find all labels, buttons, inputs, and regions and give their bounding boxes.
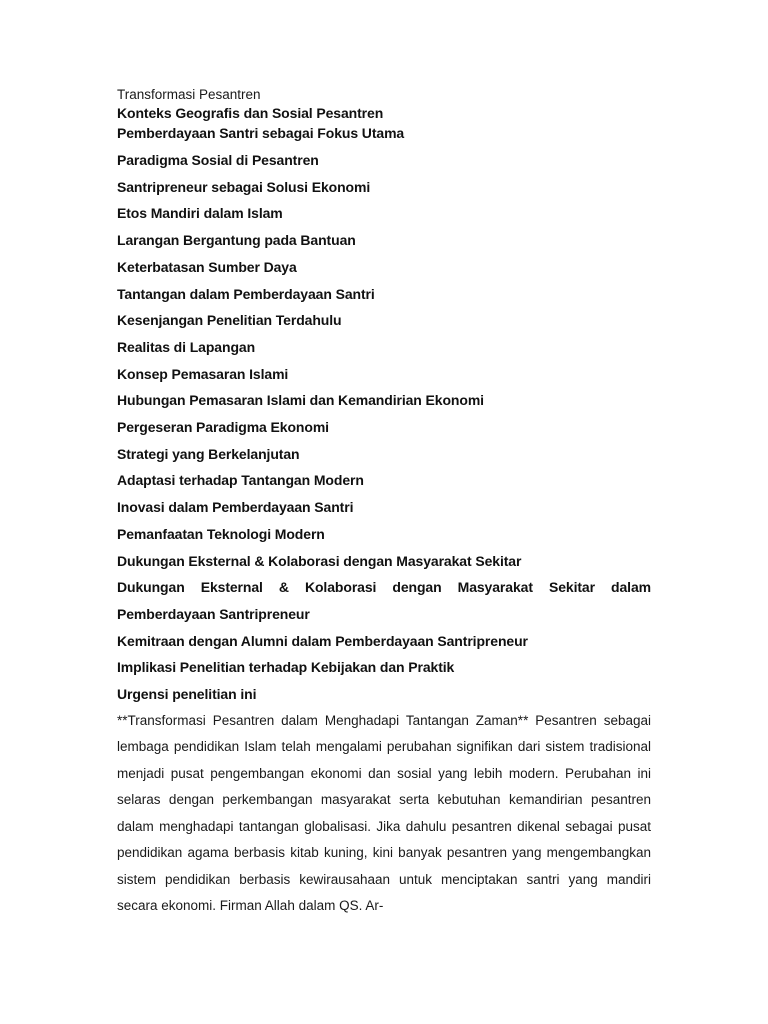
- body-paragraph-container: [117, 708, 651, 920]
- heading-item: Keterbatasan Sumber Daya: [117, 258, 297, 275]
- heading-long-line-2: Pemberdayaan Santripreneur: [117, 605, 310, 622]
- heading-item: Tantangan dalam Pemberdayaan Santri: [117, 285, 375, 302]
- heading-item: Santripreneur sebagai Solusi Ekonomi: [117, 178, 371, 195]
- document-title: Transformasi Pesantren: [117, 87, 261, 102]
- document-page: [117, 86, 651, 920]
- heading-item: Pemanfaatan Teknologi Modern: [117, 525, 325, 542]
- heading-item: Paradigma Sosial di Pesantren: [117, 152, 319, 168]
- body-paragraph: **Transformasi Pesantren dalam Menghadapi Tantangan Zaman** Pesantren sebagai lembaga pendidikan Islam telah mengalami perubahan signifikan dari sistem tradisional menjadi pusat pengembangan ekonomi dan sosial yang lebih modern. Perubahan ini selaras dengan perkembangan masyarakat serta kebutuhan kemandirian pesantren dalam menghadapi tantangan globalisasi. Jika dahulu pesantren dikenal sebagai pusat pendidikan agama berbasis kitab kuning, kini banyak pesantren yang mengembangkan sistem pendidikan berbasis kewirausahaan untuk menciptakan santri yang mandiri secara ekonomi. Firman Allah dalam QS. Ar-: [117, 712, 651, 914]
- heading-item: Etos Mandiri dalam Islam: [117, 205, 283, 222]
- heading-item: Implikasi Penelitian terhadap Kebijakan dan Praktik: [117, 659, 455, 676]
- heading-list: [117, 147, 651, 708]
- heading-item: Hubungan Pemasaran Islami dan Kemandirian Ekonomi: [117, 392, 484, 409]
- heading-konteks-geografis: Konteks Geografis dan Sosial Pesantren: [117, 105, 384, 121]
- heading-item: Urgensi penelitian ini: [117, 686, 257, 703]
- heading-item: Kemitraan dengan Alumni dalam Pemberdayaan Santripreneur: [117, 632, 528, 649]
- heading-item: Konsep Pemasaran Islami: [117, 365, 289, 382]
- heading-item: Pergeseran Paradigma Ekonomi: [117, 419, 329, 436]
- heading-long-line-1: Dukungan Eksternal & Kolaborasi dengan Masyarakat Sekitar dalam: [117, 579, 651, 596]
- heading-item: Inovasi dalam Pemberdayaan Santri: [117, 499, 354, 516]
- heading-item: Realitas di Lapangan: [117, 338, 256, 355]
- heading-item: Kesenjangan Penelitian Terdahulu: [117, 312, 342, 329]
- heading-item: Strategi yang Berkelanjutan: [117, 445, 300, 462]
- heading-item: Larangan Bergantung pada Bantuan: [117, 232, 356, 249]
- heading-item: Dukungan Eksternal & Kolaborasi dengan Masyarakat Sekitar: [117, 552, 522, 569]
- heading-item: Adaptasi terhadap Tantangan Modern: [117, 472, 364, 489]
- heading-pemberdayaan-santri: Pemberdayaan Santri sebagai Fokus Utama: [117, 124, 405, 141]
